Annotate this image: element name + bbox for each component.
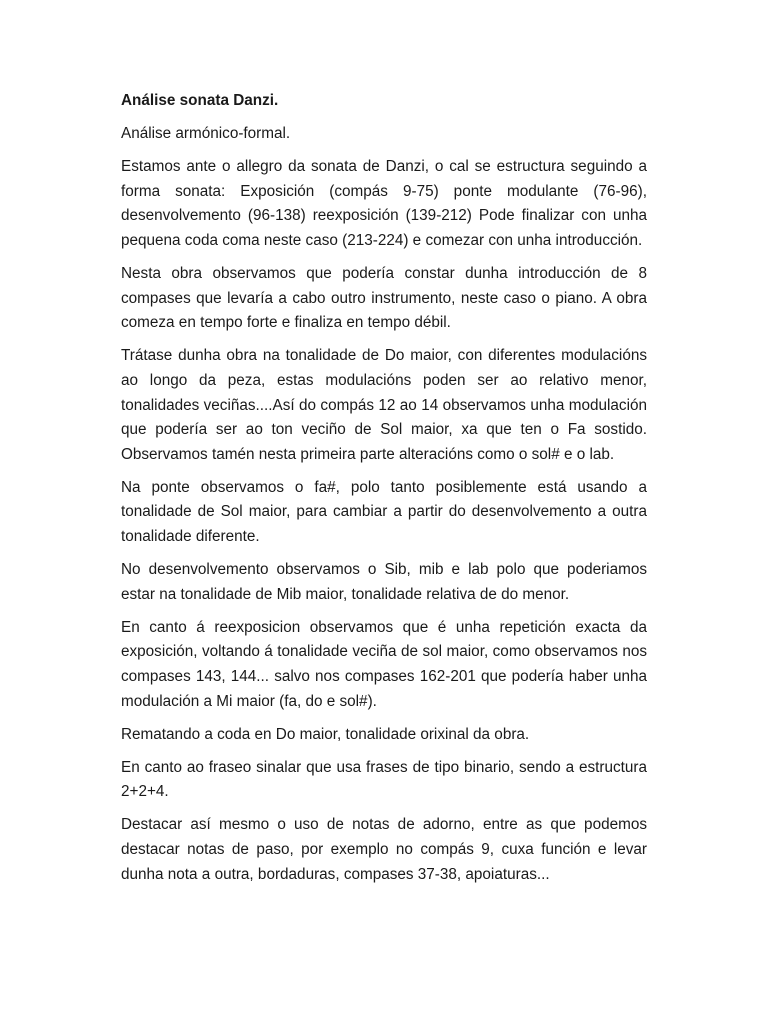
paragraph-recapitulation: En canto á reexposicion observamos que é unha repetición exacta da exposición, voltando á tonalidade veciña de sol maior, como observamos nos compases 143, 144... salvo nos compases 162-201 que podería haber unha modulación a Mi maior (fa, do e sol#). xyxy=(121,618,647,710)
paragraph-ornaments: Destacar así mesmo o uso de notas de adorno, entre as que podemos destacar notas de paso, por exemplo no compás 9, cuxa función e levar dunha nota a outra, bordaduras, compases 37-38, apoiaturas... xyxy=(121,816,647,883)
document-title: Análise sonata Danzi. xyxy=(121,92,279,109)
paragraph-phrasing: En canto ao fraseo sinalar que usa frases de tipo binario, sendo a estructura 2+2+4. xyxy=(121,758,647,801)
document-page xyxy=(121,89,647,896)
paragraph-tonality: Trátase dunha obra na tonalidade de Do maior, con diferentes modulacións ao longo da peza, estas modulacións poden ser ao relativo menor, tonalidades veciñas....Así do compás 12 ao 14 observamos unha modulación que podería ser ao ton veciño de Sol maior, xa que ten o Fa sostido. Observamos tamén nesta primeira parte alteracións como o sol# e o lab. xyxy=(121,347,647,463)
paragraph-coda: Rematando a coda en Do maior, tonalidade orixinal da obra. xyxy=(121,725,530,743)
paragraph-development: No desenvolvemento observamos o Sib, mib e lab polo que poderiamos estar na tonalidade de Mib maior, tonalidade relativa de do menor. xyxy=(121,561,647,603)
paragraph-subtitle: Análise armónico-formal. xyxy=(121,125,291,143)
paragraph-ponte: Na ponte observamos o fa#, polo tanto posiblemente está usando a tonalidade de Sol maior, para cambiar a partir do desenvolvemento a outra tonalidade diferente. xyxy=(121,478,647,545)
paragraph-structure: Estamos ante o allegro da sonata de Danzi, o cal se estructura seguindo a forma sonata: Exposición (compás 9-75) ponte modulante (76-96), desenvolvemento (96-138) reexposición (139-212) Pode finalizar con unha pequena coda coma neste caso (213-224) e comezar con unha introducción. xyxy=(121,158,647,249)
paragraph-introduction: Nesta obra observamos que podería constar dunha introducción de 8 compases que levaría a cabo outro instrumento, neste caso o piano. A obra comeza en tempo forte e finaliza en tempo débil. xyxy=(121,265,647,332)
